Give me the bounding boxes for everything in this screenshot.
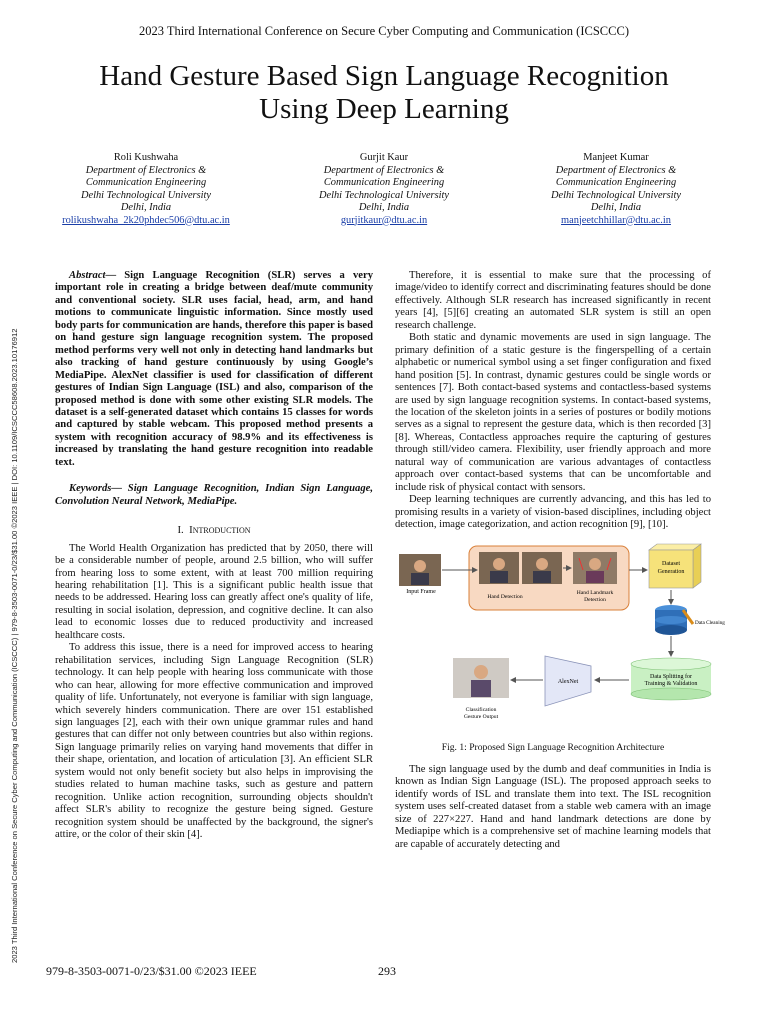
author-email-link[interactable]: manjeetchhillar@dtu.ac.in: [561, 214, 671, 226]
left-column: [55, 270, 373, 841]
conference-header: 2023 Third International Conference on Secure Cyber Computing and Communication (ICSCCC): [139, 24, 629, 38]
hand-detection-image-2: [522, 552, 562, 584]
keywords-lead: Keywords—: [69, 483, 122, 495]
label-hand-landmark-1: Hand Landmark: [576, 589, 614, 596]
classification-output-image: [453, 658, 509, 698]
author-city: Delhi, India: [590, 202, 642, 213]
author-name: Manjeet Kumar: [583, 152, 649, 163]
author-city: Delhi, India: [120, 202, 172, 213]
keywords: [55, 483, 373, 508]
label-splitting-2: Training & Validation: [644, 680, 698, 687]
author-city: Delhi, India: [358, 202, 410, 213]
paragraph: The sign language used by the dumb and deaf communities in India is known as Indian Sign Language (ISL). The proposed approach seeks to identify words of ISL and translate them into text. The ISL recognition system uses self-created dataset from a stable web camera with an image size of 227×227. Hand and hand landmark detections are done by Mediapipe which is a comprehensive set of machine learning models that are capable of accurately detecting and: [395, 763, 711, 850]
label-data-cleaning: Data Cleaning: [695, 619, 725, 626]
input-frame-image: [399, 554, 441, 586]
section-heading-introduction: [55, 524, 373, 536]
author-block-1: [26, 152, 266, 227]
author-email-link[interactable]: rolikushwaha_2k20phdec506@dtu.ac.in: [62, 214, 230, 226]
author-block-3: [496, 152, 736, 227]
hand-detection-image-1: [479, 552, 519, 584]
paragraph: The World Health Organization has predicted that by 2050, there will be a considerable number of people, around 2.5 billion, who will suffer from hearing loss to some extent, with at least 700 million requiring hearing rehabilitation [1]. This is a significant public health issue that needs to be addressed. Hearing loss can greatly affect one's quality of life, resulting in social isolation, depression, and cognitive decline. It can also lead to economic losses due to reduced productivity and increased healthcare costs.: [55, 542, 373, 641]
label-input-frame: Input Frame: [406, 588, 436, 595]
author-name: Gurjit Kaur: [359, 152, 409, 163]
abstract-lead: Abstract: [69, 270, 106, 281]
label-dataset-2: Generation: [657, 568, 685, 575]
section-title: Introduction: [189, 524, 251, 537]
hand-landmark-image: [573, 552, 617, 584]
right-column: [395, 270, 725, 851]
author-dept-line1: Department of Electronics &: [85, 164, 207, 176]
architecture-diagram: [395, 540, 725, 738]
label-splitting-1: Data Splitting for: [650, 673, 692, 680]
label-output-1: Classification: [465, 706, 497, 713]
title-line-2: Using Deep Learning: [259, 93, 509, 125]
database-icon: [655, 605, 693, 635]
side-doi-strip: 2023 Third International Conference on Secure Cyber Computing and Communication (ICSCCC) | 979-8-3503-0071-0/23/$31.00 ©2023 IEEE | DOI: 10.1109/ICSCCC58608.2023.10176912: [10, 328, 19, 963]
paragraph: To address this issue, there is a need for improved access to hearing rehabilitation services, including Sign Language Recognition (SLR) technology. It can help people with hearing loss communicate with those who can hear, allowing for more effective communication and improved quality of life. Unfortunately, not everyone is familiar with sign language, which severely hinders communication. There are over 151 established sign languages [2], each with their own unique grammar rules and hand gestures that can differ not only between countries but also within regions. Sign language primarily relies on varying hand movements that differ in their shape, orientation, and location of articulation [3]. An efficient SLR system would not only benefit society but also helps in improvising the studies related to human machine tasks, such as gesture and pattern recognition. Unlike action recognition, surrounding objects shouldn't affect SLR's ability to recognize the gesture being signed. Gesture recognition system should be unaffected by the background, the signer's attire, or the color of their skin [4].: [55, 642, 373, 841]
label-alexnet: AlexNet: [557, 678, 579, 685]
title-line-1: Hand Gesture Based Sign Language Recognition: [99, 60, 669, 92]
author-name: Roli Kushwaha: [113, 152, 179, 163]
footer-isbn: 979-8-3503-0071-0/23/$31.00 ©2023 IEEE: [46, 964, 257, 978]
label-hand-detection: Hand Detection: [487, 593, 523, 600]
author-dept-line1: Department of Electronics &: [555, 164, 677, 176]
author-dept-line2: Communication Engineering: [555, 177, 677, 188]
paper-title: [40, 60, 728, 126]
author-email-link[interactable]: gurjitkaur@dtu.ac.in: [340, 214, 428, 226]
figure-caption: Fig. 1: Proposed Sign Language Recognition Architecture: [441, 741, 665, 753]
label-hand-landmark-2: Detection: [584, 596, 606, 603]
label-dataset-1: Dataset: [662, 560, 680, 567]
author-university: Delhi Technological University: [80, 189, 212, 201]
author-dept-line1: Department of Electronics &: [323, 164, 445, 176]
author-dept-line2: Communication Engineering: [323, 177, 445, 188]
abstract-text: — Sign Language Recognition (SLR) serves a very important role in creating a bridge between deaf/mute community and conventional society. SLR uses facial, head, arm, and hand motions to communicate linguistic information. Since mostly used body parts for communication are hands, therefore this paper is based on hand gesture sign language recognition system. The proposed method performs very well not only in detecting hand landmarks but also tracking of hand gesture continuously by using Google’s MediaPipe. AlexNet classifier is used for classification of different gestures of Indian Sign Language (ISL) and also, comparison of the proposed method is done with some other existing SLR models. The dataset is a self-generated dataset which contains 15 classes for words and captured by stable webcam. This proposed method presents a system with recognition accuracy of 98.9% and its effectiveness is increased by translating the hand gesture recognition into readable text.: [55, 270, 373, 468]
author-block-2: [264, 152, 504, 227]
author-university: Delhi Technological University: [318, 189, 450, 201]
paragraph: Deep learning techniques are currently advancing, and this has led to promising results in a variety of vision-based disciplines, including object detection, image categorization, and action recognition [9], [10].: [395, 494, 711, 531]
author-dept-line2: Communication Engineering: [85, 177, 207, 188]
abstract: [55, 270, 373, 469]
architecture-figure: [395, 540, 725, 738]
paragraph: Therefore, it is essential to make sure that the processing of image/video to identify correct and discriminating features should be done effectively. Although SLR research has increased significantly in recent years [4], [5][6] creating an automated SLR system is still an open research challenge.: [395, 270, 711, 331]
page-number: 293: [378, 964, 396, 978]
keywords-text: Sign Language Recognition, Indian Sign Language, Convolution Neural Network, MediaPipe.: [55, 483, 373, 507]
author-university: Delhi Technological University: [550, 189, 682, 201]
label-output-2: Gesture Output: [463, 713, 499, 720]
paragraph: Both static and dynamic movements are used in sign language. The primary definition of a static gesture is the fingerspelling of a certain alphabetic or numerical symbol using a set finger configuration and fixed hand position [5]. In contrast, dynamic gestures could be single words or sentences [7]. Both contact-based systems and contactless-based systems are used by sign language recognition systems. In contact-based systems, the location of the skeleton joints in a series of postures or bodily motions serves as a signal to represent the gesture data, which is then recorded [3][8]. Whereas, Contactless approaches require the capturing of gestures through still/video camera. Flexibility, user friendly approach and more natural way of communication are various advantages of contactless approach over contact-based systems that can be uncomfortable and include risk of physical contact with sensors.: [395, 332, 711, 493]
section-number: I.: [177, 524, 184, 537]
